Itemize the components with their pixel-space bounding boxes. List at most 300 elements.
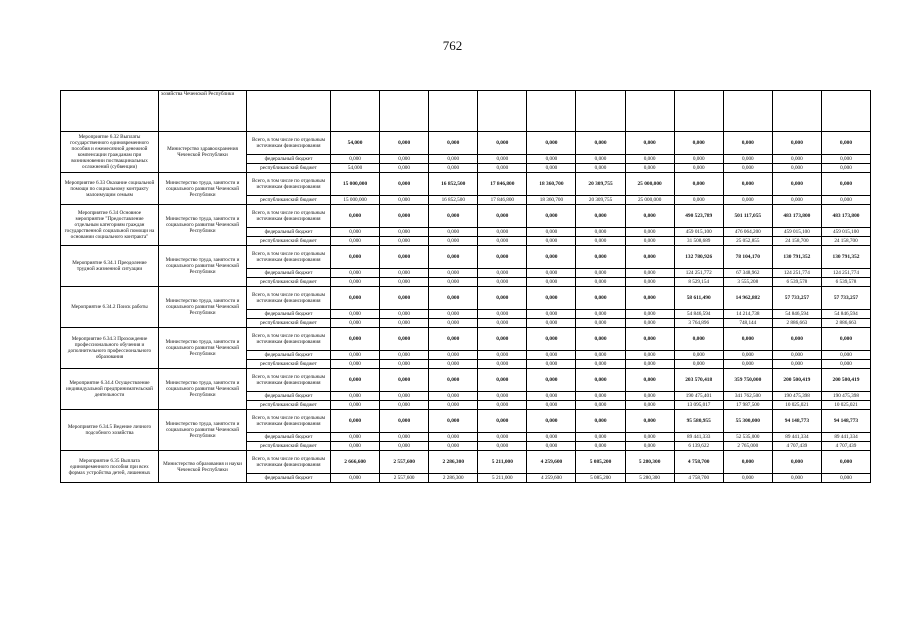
amount-cell: 0,000: [331, 205, 380, 228]
amount-cell: 0,000: [429, 278, 478, 287]
amount-cell: 359 750,000: [723, 369, 772, 392]
amount-cell: 0,000: [527, 310, 576, 319]
amount-cell: 124 251,772: [674, 269, 723, 278]
amount-cell: 0,000: [674, 155, 723, 164]
amount-cell: 0,000: [380, 410, 429, 433]
amount-cell: 0,000: [527, 237, 576, 246]
amount-cell: 0,000: [331, 410, 380, 433]
funding-source: федеральный бюджет: [247, 269, 331, 278]
amount-cell: 17 846,800: [478, 173, 527, 196]
amount-cell: 203 570,418: [674, 369, 723, 392]
amount-cell: 14 962,882: [723, 287, 772, 310]
amount-cell: 0,000: [331, 228, 380, 237]
amount-cell: 18 360,700: [527, 196, 576, 205]
amount-cell: 0,000: [429, 246, 478, 269]
amount-cell: 0,000: [527, 369, 576, 392]
amount-cell: 13 095,017: [674, 401, 723, 410]
amount-cell: 0,000: [380, 401, 429, 410]
amount-cell: 0,000: [527, 205, 576, 228]
amount-cell: 58 611,490: [674, 287, 723, 310]
amount-cell: 0,000: [478, 410, 527, 433]
amount-cell: 0,000: [625, 205, 674, 228]
amount-cell: 16 852,500: [429, 173, 478, 196]
amount-cell: 0,000: [625, 442, 674, 451]
amount-cell: 0,000: [380, 205, 429, 228]
amount-cell: 0,000: [429, 269, 478, 278]
amount-cell: 0,000: [821, 360, 870, 369]
amount-cell: 0,000: [478, 287, 527, 310]
amount-cell: 0,000: [478, 351, 527, 360]
amount-cell: 0,000: [429, 369, 478, 392]
amount-cell: 14 214,738: [723, 310, 772, 319]
amount-cell: 2 557,600: [380, 451, 429, 474]
amount-cell: 0,000: [331, 401, 380, 410]
amount-cell: 0,000: [478, 205, 527, 228]
amount-cell: 89 441,334: [821, 433, 870, 442]
amount-cell: 0,000: [821, 351, 870, 360]
amount-cell: 5 211,000: [478, 474, 527, 483]
amount-cell: 57 733,257: [821, 287, 870, 310]
amount-cell: 0,000: [331, 351, 380, 360]
amount-cell: 20 309,755: [576, 196, 625, 205]
amount-cell: 0,000: [821, 474, 870, 483]
amount-cell: 5 280,300: [625, 474, 674, 483]
amount-cell: 0,000: [576, 360, 625, 369]
amount-cell: 0,000: [429, 360, 478, 369]
measure-executor: Министерство труда, занятости и социального развития Чеченской Республики: [159, 287, 247, 328]
amount-cell: 0,000: [478, 360, 527, 369]
amount-cell: 0,000: [429, 328, 478, 351]
funding-source: Всего, в том числе по отдельным источникам финансирования: [247, 287, 331, 310]
amount-cell: 0,000: [625, 351, 674, 360]
amount-cell: 0,000: [380, 319, 429, 328]
amount-cell: 0,000: [527, 433, 576, 442]
funding-source: Всего, в том числе по отдельным источникам финансирования: [247, 173, 331, 196]
funding-source: федеральный бюджет: [247, 155, 331, 164]
amount-cell: 0,000: [429, 205, 478, 228]
budget-table: [60, 90, 871, 483]
amount-cell: 0,000: [576, 278, 625, 287]
amount-cell: 490 523,789: [674, 205, 723, 228]
amount-cell: 0,000: [527, 228, 576, 237]
measure-executor: Министерство труда, занятости и социального развития Чеченской Республики: [159, 246, 247, 287]
amount-cell: 0,000: [625, 401, 674, 410]
amount-cell: 0,000: [625, 328, 674, 351]
amount-cell: 0,000: [380, 360, 429, 369]
amount-cell: 0,000: [625, 228, 674, 237]
measure-total-row: [61, 173, 871, 196]
measure-executor: Министерство труда, занятости и социального развития Чеченской Республики: [159, 369, 247, 410]
amount-cell: 0,000: [723, 451, 772, 474]
amount-cell: 4 758,700: [674, 474, 723, 483]
amount-cell: 0,000: [331, 155, 380, 164]
amount-cell: 4 707,439: [772, 442, 821, 451]
amount-cell: 4 259,600: [527, 451, 576, 474]
amount-cell: 10 025,021: [821, 401, 870, 410]
amount-cell: 0,000: [429, 310, 478, 319]
amount-cell: 476 064,200: [723, 228, 772, 237]
amount-cell: 132 780,926: [674, 246, 723, 269]
funding-source: федеральный бюджет: [247, 310, 331, 319]
amount-cell: 0,000: [478, 246, 527, 269]
amount-cell: 78 104,170: [723, 246, 772, 269]
amount-cell: 0,000: [527, 278, 576, 287]
measure-total-row: [61, 205, 871, 228]
amount-cell: 0,000: [331, 433, 380, 442]
amount-cell: 0,000: [772, 451, 821, 474]
amount-cell: 0,000: [380, 246, 429, 269]
amount-cell: 0,000: [331, 287, 380, 310]
amount-cell: 25 000,000: [625, 196, 674, 205]
measure-name: Мероприятие 6.34.3 Прохождение профессионального обучения и дополнительного профессионального образования: [61, 328, 159, 369]
amount-cell: 25 052,855: [723, 237, 772, 246]
amount-cell: 54 846,594: [821, 310, 870, 319]
measure-total-row: [61, 328, 871, 351]
amount-cell: 2 886,663: [821, 319, 870, 328]
funding-source: Всего, в том числе по отдельным источникам финансирования: [247, 369, 331, 392]
amount-cell: 0,000: [380, 351, 429, 360]
measure-name: Мероприятие 6.35 Выплата единовременного пособия при всех формах устройства детей, лишенных: [61, 451, 159, 483]
amount-cell: 0,000: [478, 164, 527, 173]
amount-cell: 15 000,000: [331, 196, 380, 205]
funding-source: федеральный бюджет: [247, 433, 331, 442]
amount-cell: 0,000: [674, 351, 723, 360]
amount-cell: 2 886,663: [772, 319, 821, 328]
amount-cell: 483 173,800: [772, 205, 821, 228]
amount-cell: 0,000: [331, 310, 380, 319]
amount-cell: 0,000: [576, 328, 625, 351]
amount-cell: 67 348,962: [723, 269, 772, 278]
amount-cell: 0,000: [723, 196, 772, 205]
amount-cell: 0,000: [331, 360, 380, 369]
amount-cell: 0,000: [625, 392, 674, 401]
amount-cell: 6 539,578: [772, 278, 821, 287]
amount-cell: 0,000: [625, 369, 674, 392]
amount-cell: 0,000: [625, 278, 674, 287]
amount-cell: 54 846,594: [772, 310, 821, 319]
amount-cell: 341 762,500: [723, 392, 772, 401]
page-number: 762: [442, 38, 463, 53]
funding-source: республиканский бюджет: [247, 319, 331, 328]
amount-cell: 6 539,578: [821, 278, 870, 287]
amount-cell: 0,000: [527, 246, 576, 269]
amount-cell: 24 158,700: [821, 237, 870, 246]
amount-cell: 0,000: [674, 196, 723, 205]
funding-source: республиканский бюджет: [247, 278, 331, 287]
amount-cell: 3 764,896: [674, 319, 723, 328]
amount-cell: 0,000: [380, 196, 429, 205]
amount-cell: 0,000: [576, 205, 625, 228]
funding-source: республиканский бюджет: [247, 442, 331, 451]
amount-cell: 0,000: [429, 287, 478, 310]
amount-cell: 89 441,333: [674, 433, 723, 442]
amount-cell: 200 500,419: [772, 369, 821, 392]
amount-cell: 0,000: [821, 132, 870, 155]
amount-cell: 0,000: [772, 196, 821, 205]
amount-cell: 501 117,055: [723, 205, 772, 228]
amount-cell: 0,000: [429, 228, 478, 237]
amount-cell: 0,000: [331, 328, 380, 351]
amount-cell: 0,000: [429, 433, 478, 442]
measure-total-row: [61, 369, 871, 392]
amount-cell: 2 286,300: [429, 451, 478, 474]
amount-cell: 4 259,600: [527, 474, 576, 483]
amount-cell: 0,000: [625, 164, 674, 173]
amount-cell: 0,000: [625, 237, 674, 246]
amount-cell: 5 085,200: [576, 474, 625, 483]
amount-cell: 0,000: [478, 328, 527, 351]
top-exec-cell: хозяйства Чеченской Республики: [159, 91, 247, 132]
amount-cell: 0,000: [380, 392, 429, 401]
amount-cell: 0,000: [772, 360, 821, 369]
amount-cell: 0,000: [478, 442, 527, 451]
measure-executor: Министерство труда, занятости и социального развития Чеченской Республики: [159, 205, 247, 246]
measure-name: Мероприятие 6.34 Основное мероприятие "Предоставление отдельным категориям граждан государственной социальной помощи на основании социального контракта": [61, 205, 159, 246]
amount-cell: 190 475,398: [772, 392, 821, 401]
measure-name: Мероприятие 6.34.4 Осуществление индивидуальной предпринимательской деятельности: [61, 369, 159, 410]
amount-cell: 200 500,419: [821, 369, 870, 392]
measure-executor: Министерство труда, занятости и социального развития Чеченской Республики: [159, 410, 247, 451]
amount-cell: 0,000: [576, 310, 625, 319]
measure-total-row: [61, 451, 871, 474]
amount-cell: 0,000: [331, 319, 380, 328]
amount-cell: 0,000: [478, 401, 527, 410]
measure-name: Мероприятие 6.32 Выплаты государственного единовременного пособия и ежемесячной денежной компенсации гражданам при возникновении поствакцинальных осложнений (субвенции): [61, 132, 159, 173]
amount-cell: 0,000: [380, 278, 429, 287]
amount-cell: 2 557,600: [380, 474, 429, 483]
amount-cell: 0,000: [478, 392, 527, 401]
measure-executor: Министерство труда, занятости и социального развития Чеченской Республики: [159, 173, 247, 205]
amount-cell: 94 148,773: [772, 410, 821, 433]
amount-cell: 0,000: [527, 392, 576, 401]
amount-cell: 0,000: [625, 155, 674, 164]
amount-cell: 0,000: [478, 319, 527, 328]
funding-source: федеральный бюджет: [247, 228, 331, 237]
amount-cell: 0,000: [527, 269, 576, 278]
amount-cell: 0,000: [380, 132, 429, 155]
amount-cell: 0,000: [821, 155, 870, 164]
amount-cell: 0,000: [527, 319, 576, 328]
amount-cell: 0,000: [380, 328, 429, 351]
amount-cell: 0,000: [380, 369, 429, 392]
funding-source: республиканский бюджет: [247, 360, 331, 369]
amount-cell: 0,000: [821, 164, 870, 173]
amount-cell: 0,000: [576, 433, 625, 442]
funding-source: Всего, в том числе по отдельным источникам финансирования: [247, 451, 331, 474]
amount-cell: 0,000: [429, 442, 478, 451]
amount-cell: 0,000: [380, 155, 429, 164]
amount-cell: 0,000: [625, 360, 674, 369]
amount-cell: 124 251,774: [772, 269, 821, 278]
amount-cell: 459 015,100: [821, 228, 870, 237]
measure-executor: Министерство здравоохранения Чеченской Республики: [159, 132, 247, 173]
amount-cell: 0,000: [331, 269, 380, 278]
amount-cell: 0,000: [821, 173, 870, 196]
amount-cell: 0,000: [723, 155, 772, 164]
amount-cell: 0,000: [625, 410, 674, 433]
amount-cell: 0,000: [576, 319, 625, 328]
amount-cell: 0,000: [625, 246, 674, 269]
amount-cell: 459 015,100: [674, 228, 723, 237]
amount-cell: 0,000: [527, 328, 576, 351]
amount-cell: 31 508,689: [674, 237, 723, 246]
amount-cell: 0,000: [478, 433, 527, 442]
amount-cell: 0,000: [478, 310, 527, 319]
amount-cell: 5 211,000: [478, 451, 527, 474]
amount-cell: 10 025,021: [772, 401, 821, 410]
amount-cell: 0,000: [331, 392, 380, 401]
funding-source: федеральный бюджет: [247, 392, 331, 401]
measure-total-row: [61, 287, 871, 310]
amount-cell: 459 015,100: [772, 228, 821, 237]
amount-cell: 0,000: [527, 155, 576, 164]
amount-cell: 0,000: [674, 132, 723, 155]
amount-cell: 0,000: [576, 351, 625, 360]
amount-cell: 0,000: [527, 164, 576, 173]
amount-cell: 6 139,622: [674, 442, 723, 451]
amount-cell: 130 791,352: [821, 246, 870, 269]
amount-cell: 0,000: [380, 433, 429, 442]
amount-cell: 0,000: [478, 155, 527, 164]
amount-cell: 130 791,352: [772, 246, 821, 269]
amount-cell: 15 000,000: [331, 173, 380, 196]
amount-cell: 0,000: [821, 451, 870, 474]
amount-cell: 124 251,774: [821, 269, 870, 278]
amount-cell: 4 758,700: [674, 451, 723, 474]
amount-cell: 0,000: [723, 164, 772, 173]
amount-cell: 17 987,500: [723, 401, 772, 410]
amount-cell: 0,000: [429, 401, 478, 410]
measure-total-row: [61, 132, 871, 155]
amount-cell: 18 360,700: [527, 173, 576, 196]
amount-cell: 0,000: [380, 228, 429, 237]
amount-cell: 0,000: [478, 237, 527, 246]
amount-cell: 0,000: [625, 287, 674, 310]
amount-cell: 0,000: [527, 351, 576, 360]
amount-cell: 94 148,773: [821, 410, 870, 433]
funding-source: Всего, в том числе по отдельным источникам финансирования: [247, 246, 331, 269]
amount-cell: 0,000: [772, 132, 821, 155]
amount-cell: 0,000: [380, 310, 429, 319]
amount-cell: 0,000: [576, 287, 625, 310]
amount-cell: 8 529,154: [674, 278, 723, 287]
amount-cell: 0,000: [478, 269, 527, 278]
amount-cell: 0,000: [576, 155, 625, 164]
funding-source: Всего, в том числе по отдельным источникам финансирования: [247, 132, 331, 155]
amount-cell: 0,000: [625, 132, 674, 155]
amount-cell: 0,000: [429, 237, 478, 246]
amount-cell: 0,000: [429, 351, 478, 360]
amount-cell: 0,000: [772, 328, 821, 351]
amount-cell: 0,000: [723, 173, 772, 196]
amount-cell: 0,000: [674, 173, 723, 196]
amount-cell: 0,000: [527, 410, 576, 433]
amount-cell: 0,000: [429, 155, 478, 164]
amount-cell: 0,000: [478, 228, 527, 237]
amount-cell: 2 666,600: [331, 451, 380, 474]
amount-cell: 0,000: [625, 310, 674, 319]
amount-cell: 0,000: [331, 237, 380, 246]
amount-cell: 4 707,439: [821, 442, 870, 451]
amount-cell: 5 280,300: [625, 451, 674, 474]
amount-cell: 0,000: [478, 132, 527, 155]
amount-cell: 483 173,800: [821, 205, 870, 228]
funding-source: федеральный бюджет: [247, 474, 331, 483]
amount-cell: 0,000: [527, 287, 576, 310]
amount-cell: 54 846,594: [674, 310, 723, 319]
amount-cell: 0,000: [331, 474, 380, 483]
funding-source: республиканский бюджет: [247, 196, 331, 205]
measure-total-row: [61, 410, 871, 433]
funding-source: республиканский бюджет: [247, 237, 331, 246]
top-continuation-row: [61, 91, 871, 132]
top-name-cell: [61, 91, 159, 132]
amount-cell: 0,000: [576, 228, 625, 237]
amount-cell: 54,000: [331, 164, 380, 173]
amount-cell: 0,000: [478, 278, 527, 287]
measure-total-row: [61, 246, 871, 269]
amount-cell: 89 441,334: [772, 433, 821, 442]
amount-cell: 0,000: [380, 442, 429, 451]
amount-cell: 0,000: [380, 287, 429, 310]
amount-cell: 0,000: [527, 132, 576, 155]
amount-cell: 0,000: [625, 269, 674, 278]
amount-cell: 0,000: [674, 360, 723, 369]
amount-cell: 0,000: [429, 392, 478, 401]
amount-cell: 17 846,800: [478, 196, 527, 205]
amount-cell: 0,000: [723, 328, 772, 351]
amount-cell: 0,000: [331, 442, 380, 451]
amount-cell: 52 535,000: [723, 433, 772, 442]
amount-cell: 54,000: [331, 132, 380, 155]
amount-cell: 0,000: [576, 132, 625, 155]
measure-executor: Министерство образования и науки Чеченской Республики: [159, 451, 247, 483]
amount-cell: 20 309,755: [576, 173, 625, 196]
measure-executor: Министерство труда, занятости и социального развития Чеченской Республики: [159, 328, 247, 369]
measure-name: Мероприятие 6.34.1 Преодоление трудной жизненной ситуации: [61, 246, 159, 287]
amount-cell: 0,000: [331, 278, 380, 287]
amount-cell: 0,000: [821, 196, 870, 205]
amount-cell: 0,000: [576, 164, 625, 173]
amount-cell: 2 765,000: [723, 442, 772, 451]
measure-name: Мероприятие 6.33 Оказание социальной помощи по социальному контракту малоимущим семьям: [61, 173, 159, 205]
amount-cell: 0,000: [429, 319, 478, 328]
amount-cell: 0,000: [772, 351, 821, 360]
funding-source: республиканский бюджет: [247, 401, 331, 410]
amount-cell: 190 475,401: [674, 392, 723, 401]
amount-cell: 0,000: [380, 269, 429, 278]
funding-source: федеральный бюджет: [247, 351, 331, 360]
amount-cell: 0,000: [674, 164, 723, 173]
amount-cell: 16 852,500: [429, 196, 478, 205]
amount-cell: 55 300,000: [723, 410, 772, 433]
amount-cell: 0,000: [380, 173, 429, 196]
amount-cell: 0,000: [576, 237, 625, 246]
amount-cell: 0,000: [576, 269, 625, 278]
amount-cell: 0,000: [380, 164, 429, 173]
funding-source: республиканский бюджет: [247, 164, 331, 173]
amount-cell: 0,000: [625, 433, 674, 442]
amount-cell: 0,000: [625, 319, 674, 328]
measure-name: Мероприятие 6.34.5 Ведение личного подсобного хозяйства: [61, 410, 159, 451]
amount-cell: 0,000: [772, 474, 821, 483]
amount-cell: 0,000: [723, 360, 772, 369]
amount-cell: 0,000: [429, 164, 478, 173]
amount-cell: 0,000: [772, 173, 821, 196]
amount-cell: 0,000: [527, 401, 576, 410]
amount-cell: 0,000: [380, 237, 429, 246]
amount-cell: 0,000: [527, 360, 576, 369]
